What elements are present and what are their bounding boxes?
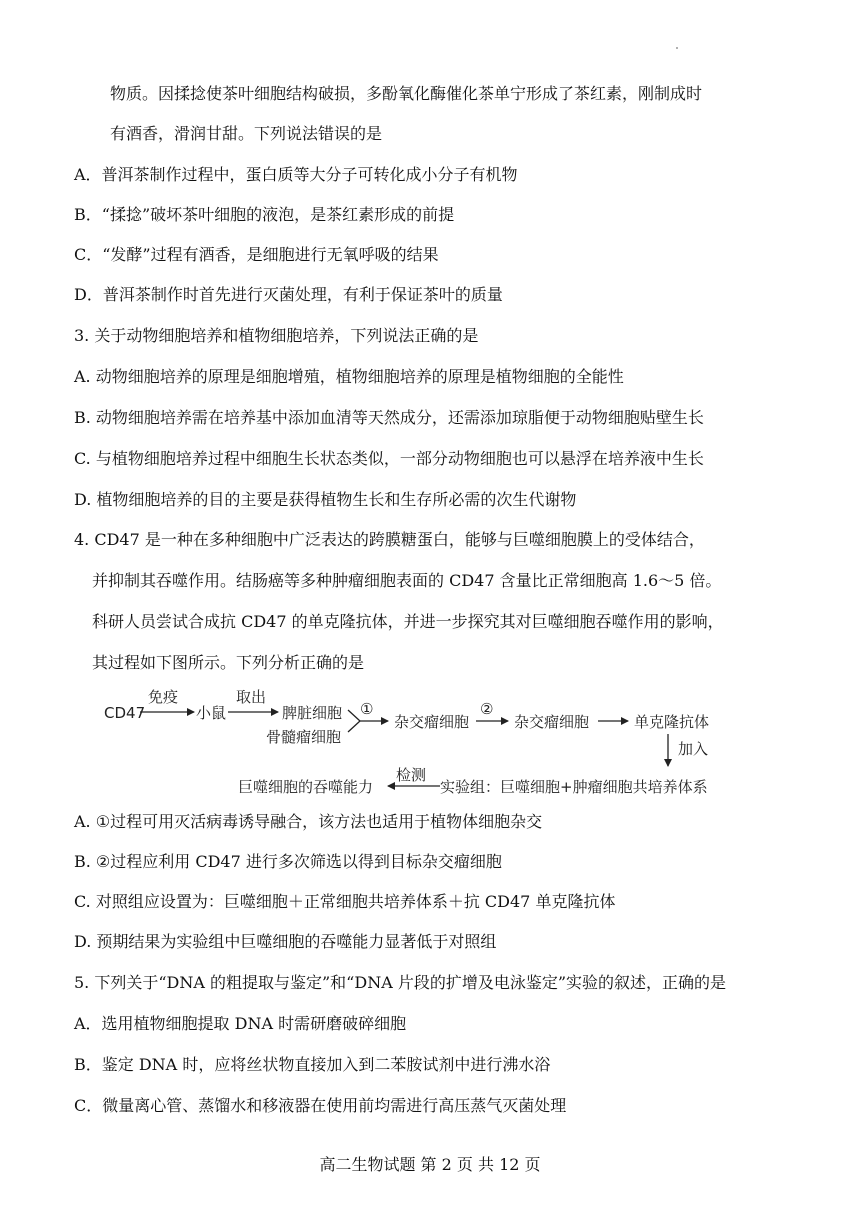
q5-option-b: B．鉴定 DNA 时，应将丝状物直接加入到二苯胺试剂中进行沸水浴	[74, 1055, 551, 1074]
q4-option-a: A. ①过程可用灭活病毒诱导融合，该方法也适用于植物体细胞杂交	[74, 812, 543, 831]
q4-option-d: D. 预期结果为实验组中巨噬细胞的吞噬能力显著低于对照组	[74, 932, 497, 951]
q4-option-c: C. 对照组应设置为：巨噬细胞＋正常细胞共培养体系＋抗 CD47 单克隆抗体	[74, 892, 616, 911]
q4-option-b: B. ②过程应利用 CD47 进行多次筛选以得到目标杂交瘤细胞	[74, 852, 502, 871]
speck-mark	[676, 47, 678, 49]
q3-option-a: A. 动物细胞培养的原理是细胞增殖，植物细胞培养的原理是植物细胞的全能性	[74, 367, 624, 386]
q3-option-b: B. 动物细胞培养需在培养基中添加血清等天然成分，还需添加琼脂便于动物细胞贴壁生长	[74, 408, 704, 427]
label-immunize: 免疫	[148, 688, 179, 706]
label-step-2: ②	[480, 700, 494, 718]
q2-option-a: A．普洱茶制作过程中，蛋白质等大分子可转化成小分子有机物	[74, 165, 518, 184]
q5-stem: 5. 下列关于“DNA 的粗提取与鉴定”和“DNA 片段的扩增及电泳鉴定”实验的叙述，正确的是	[74, 973, 727, 992]
label-hybridoma-1: 杂交瘤细胞	[394, 713, 470, 731]
label-monoclonal-antibody: 单克隆抗体	[634, 713, 710, 731]
q2-option-c: C．“发酵”过程有酒香，是细胞进行无氧呼吸的结果	[74, 245, 439, 264]
label-extract: 取出	[236, 688, 267, 706]
label-detect: 检测	[396, 766, 427, 784]
q2-option-b: B．“揉捻”破坏茶叶细胞的液泡，是茶红素形成的前提	[74, 205, 455, 224]
label-mouse: 小鼠	[196, 704, 227, 722]
page-footer: 高二生物试题 第 2 页 共 12 页	[319, 1155, 541, 1174]
monoclonal-antibody-flow-diagram	[98, 686, 738, 802]
label-myeloma-cells: 骨髓瘤细胞	[266, 728, 342, 746]
q3-option-d: D. 植物细胞培养的目的主要是获得植物生长和生存所必需的次生代谢物	[74, 490, 577, 509]
label-hybridoma-2: 杂交瘤细胞	[514, 713, 590, 731]
label-add: 加入	[678, 740, 709, 758]
q5-option-a: A．选用植物细胞提取 DNA 时需研磨破碎细胞	[74, 1014, 407, 1033]
label-step-1: ①	[360, 700, 374, 718]
q5-option-c: C．微量离心管、蒸馏水和移液器在使用前均需进行高压蒸气灭菌处理	[74, 1096, 567, 1115]
label-phagocytic-ability: 巨噬细胞的吞噬能力	[238, 778, 374, 796]
label-cd47: CD47	[104, 704, 146, 722]
q3-option-c: C. 与植物细胞培养过程中细胞生长状态类似，一部分动物细胞也可以悬浮在培养液中生长	[74, 449, 704, 468]
q3-stem: 3. 关于动物细胞培养和植物细胞培养，下列说法正确的是	[74, 326, 479, 345]
q4-stem-line-2: 并抑制其吞噬作用。结肠癌等多种肿瘤细胞表面的 CD47 含量比正常细胞高 1.6～5 倍。	[92, 571, 722, 590]
q2-option-d: D．普洱茶制作时首先进行灭菌处理，有利于保证茶叶的质量	[74, 285, 503, 304]
q2-continuation-line-2: 有酒香，滑润甘甜。下列说法错误的是	[110, 124, 383, 143]
q4-stem-line-4: 其过程如下图所示。下列分析正确的是	[92, 653, 365, 672]
q4-stem-line-3: 科研人员尝试合成抗 CD47 的单克隆抗体，并进一步探究其对巨噬细胞吞噬作用的影响，	[92, 612, 724, 631]
merge-bracket	[348, 710, 360, 732]
label-spleen-cells: 脾脏细胞	[282, 704, 343, 722]
q2-continuation-line-1: 物质。因揉捻使茶叶细胞结构破损，多酚氧化酶催化茶单宁形成了茶红素，刚制成时	[110, 84, 703, 103]
q4-stem-line-1: 4. CD47 是一种在多种细胞中广泛表达的跨膜糖蛋白，能够与巨噬细胞膜上的受体结合，	[74, 530, 705, 549]
label-experiment-group: 实验组：巨噬细胞+肿瘤细胞共培养体系	[440, 778, 708, 796]
